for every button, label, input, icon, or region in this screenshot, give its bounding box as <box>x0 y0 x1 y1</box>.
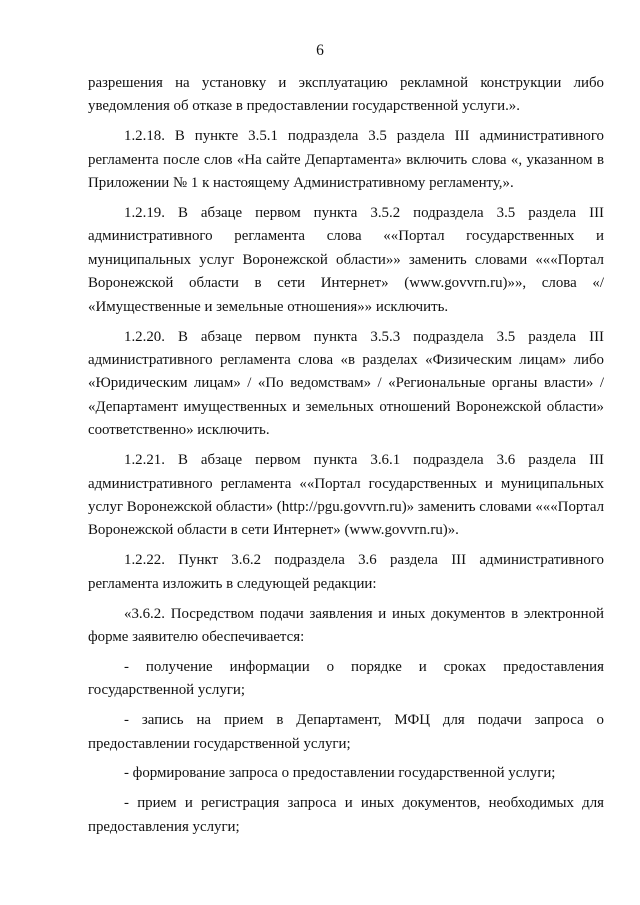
paragraph-1-2-19: 1.2.19. В абзаце первом пункта 3.5.2 подраздела 3.5 раздела III административного регламента слова ««Портал государственных и муниципальных услуг Воронежской области»» заменить словами «««Портал Воронежской области в сети Интернет» (www.govvrn.ru)»», слова «/ «Имущественные и земельные отношения»» исключить. <box>88 205 604 315</box>
list-item: - формирование запроса о предоставлении государственной услуги; <box>124 765 556 782</box>
list-item: - получение информации о порядке и сроках предоставления государственной услуги; <box>88 658 604 699</box>
list-item: - прием и регистрация запроса и иных документов, необходимых для предоставления услуги; <box>88 795 604 835</box>
document-body <box>88 72 604 846</box>
page-number: 6 <box>316 42 324 59</box>
paragraph-1-2-18: 1.2.18. В пункте 3.5.1 подраздела 3.5 раздела III административного регламента после слов «На сайте Департамента» включить слова «, указанном в Приложении № 1 к настоящему Административному регламенту,». <box>88 128 604 192</box>
paragraph-3-6-2: «3.6.2. Посредством подачи заявления и иных документов в электронной форме заявителю обеспечивается: <box>88 605 604 645</box>
paragraph-1-2-22: 1.2.22. Пункт 3.6.2 подраздела 3.6 раздела III административного регламента изложить в следующей редакции: <box>88 552 604 592</box>
list-item: - запись на прием в Департамент, МФЦ для подачи запроса о предоставлении государственной услуги; <box>88 712 604 752</box>
paragraph-continuation: разрешения на установку и эксплуатацию рекламной конструкции либо уведомления об отказе в предоставлении государственной услуги.». <box>88 75 604 115</box>
paragraph-1-2-20: 1.2.20. В абзаце первом пункта 3.5.3 подраздела 3.5 раздела III административного регламента слова «в разделах «Физическим лицам» либо «Юридическим лицам» / «По ведомствам» / «Региональные органы власти» / «Департамент имущественных и земельных отношений Воронежской области» соответственно» исключить. <box>88 328 604 439</box>
paragraph-1-2-21: 1.2.21. В абзаце первом пункта 3.6.1 подраздела 3.6 раздела III административного регламента ««Портал государственных и муниципальных услуг Воронежской области» (http://pgu.govvrn.ru)» заменить словами «««Портал Воронежской области в сети Интернет» (www.govvrn.ru)». <box>88 452 604 539</box>
